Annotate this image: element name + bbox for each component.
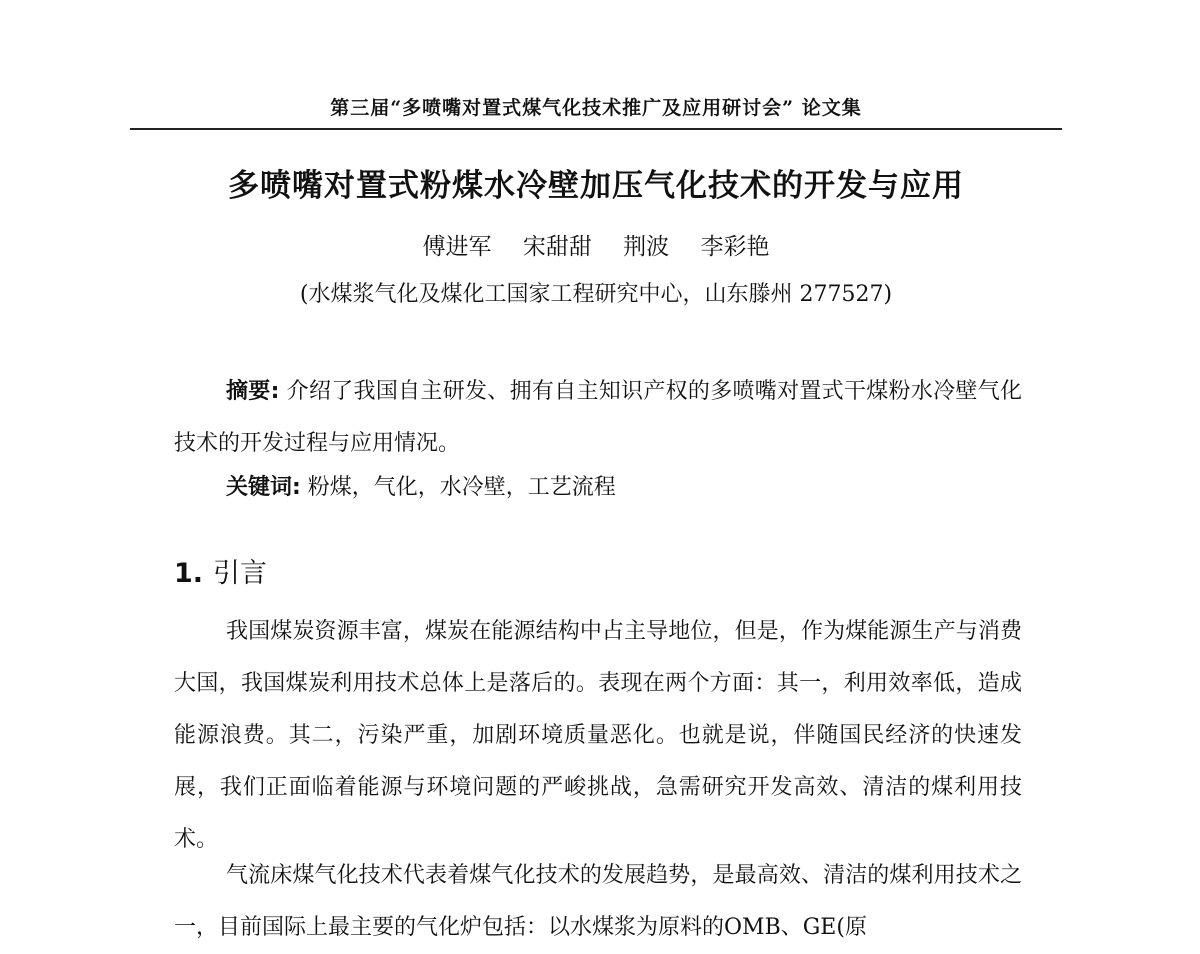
author-name: 宋甜甜 (522, 234, 592, 260)
author-name: 傅进军 (422, 234, 492, 260)
section-heading (174, 552, 267, 596)
body-paragraph: 气流床煤气化技术代表着煤气化技术的发展趋势，是最高效、清洁的煤利用技术之一，目前国际上最主要的气化炉包括：以水煤浆为原料的OMB、GE(原 (174, 863, 1022, 940)
abstract-label: 摘要: (226, 379, 280, 404)
abstract-text: 介绍了我国自主研发、拥有自主知识产权的多喷嘴对置式干煤粉水冷壁气化技术的开发过程与应用情况。 (174, 379, 1022, 456)
author-name: 荆波 (623, 234, 670, 260)
body-paragraph: 我国煤炭资源丰富，煤炭在能源结构中占主导地位，但是，作为煤能源生产与消费大国，我国煤炭利用技术总体上是落后的。表现在两个方面：其一，利用效率低，造成能源浪费。其二，污染严重，加剧环境质量恶化。也就是说，伴随国民经济的快速发展，我们正面临着能源与环境问题的严峻挑战，急需研究开发高效、清洁的煤利用技术。 (174, 619, 1022, 852)
abstract (174, 366, 1022, 470)
running-header: 第三届“多喷嘴对置式煤气化技术推广及应用研讨会” 论文集 (330, 97, 862, 119)
paper-title: 多喷嘴对置式粉煤水冷壁加压气化技术的开发与应用 (228, 168, 964, 204)
affiliation: (水煤浆气化及煤化工国家工程研究中心，山东滕州 277527) (299, 282, 893, 307)
keywords (174, 462, 1022, 514)
section-number: 1. (174, 558, 204, 589)
keywords-label: 关键词: (226, 475, 301, 500)
header-rule (130, 128, 1062, 130)
author-list (130, 230, 1062, 264)
keywords-text: 粉煤，气化，水冷壁，工艺流程 (300, 475, 616, 500)
author-name: 李彩艳 (700, 234, 770, 260)
section-title: 引言 (213, 558, 268, 589)
